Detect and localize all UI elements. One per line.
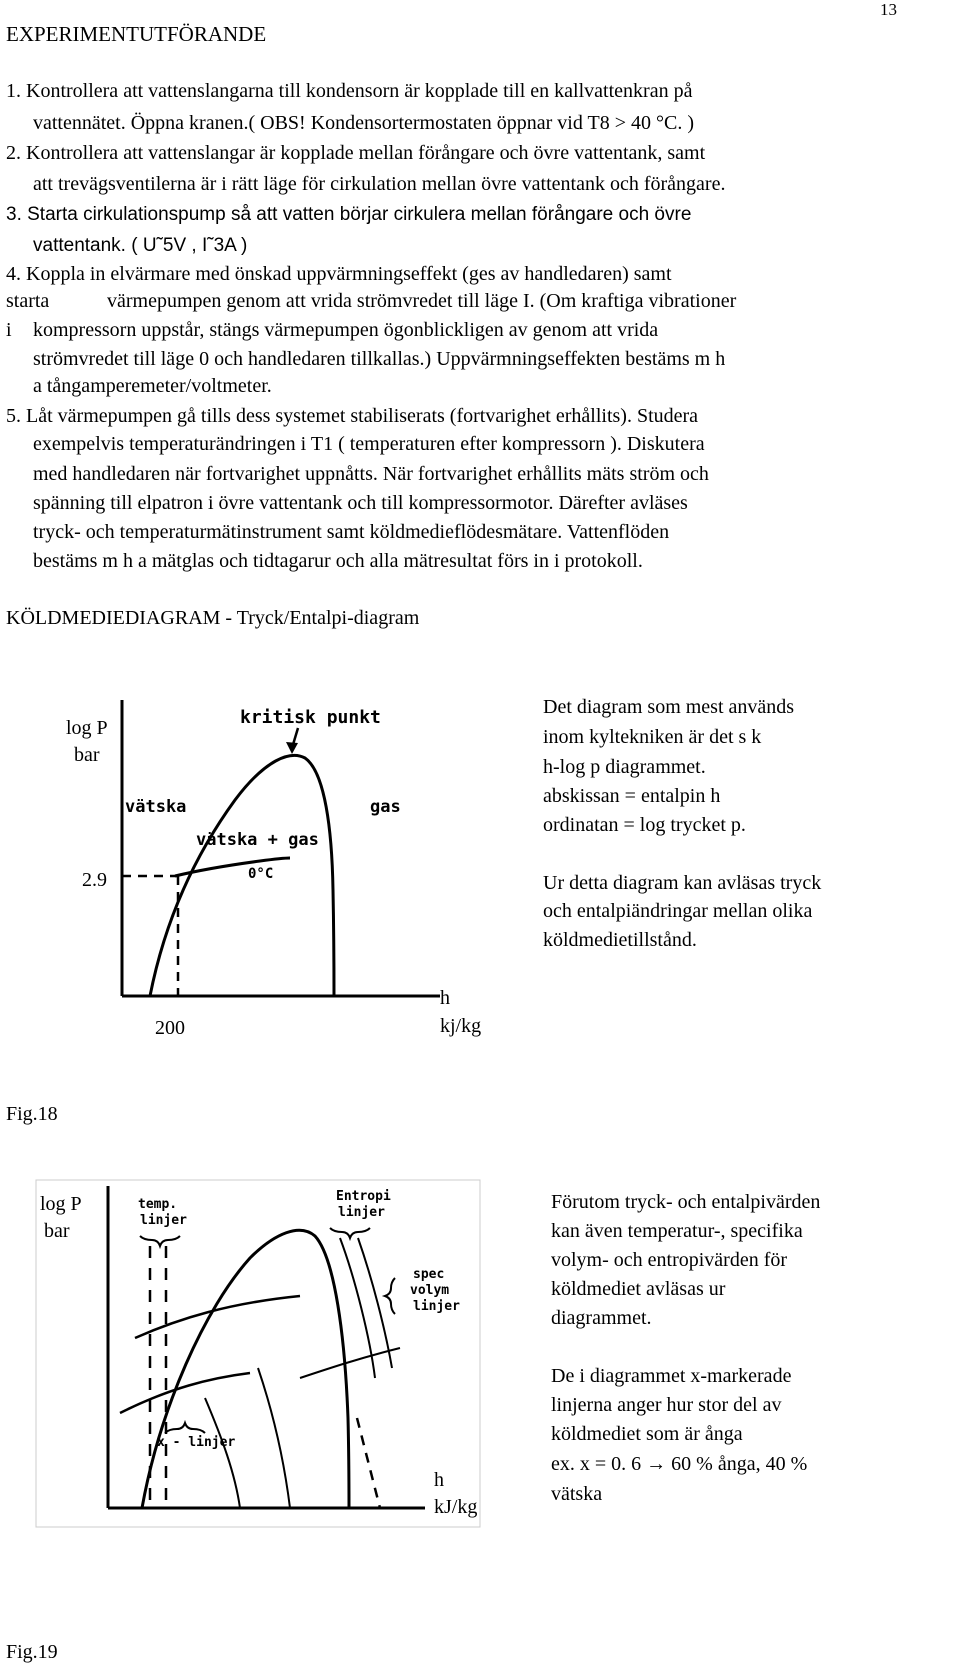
fig18-gas-label: gas — [370, 797, 401, 817]
fig18-desc-6: Ur detta diagram kan avläsas tryck — [543, 872, 822, 894]
page-number: 13 — [880, 0, 897, 19]
step-4-line-3: kompressorn uppstår, stängs värmepumpen ögonblickligen av genom att vrida — [33, 319, 659, 341]
fig19-isotherm-2 — [120, 1373, 250, 1413]
fig19-x-brace — [165, 1423, 205, 1433]
fig19-desc-10: vätska — [551, 1483, 603, 1505]
diagram-section-title: KÖLDMEDIEDIAGRAM - Tryck/Entalpi-diagram — [6, 607, 420, 629]
fig18-desc-7: och entalpiändringar mellan olika — [543, 900, 813, 922]
fig18-xlabel-2: kj/kg — [440, 1015, 482, 1037]
fig19-spec-label-2: volym — [410, 1283, 450, 1298]
step-4-line-4: strömvredet till läge 0 och handledaren tillkallas.) Uppvärmningseffekten bestäms m h — [33, 348, 726, 370]
fig19-entropy-line-2 — [358, 1238, 392, 1368]
fig19-xlabel-2: kJ/kg — [434, 1496, 478, 1518]
fig19-desc-8: köldmediet som är ånga — [551, 1423, 743, 1445]
fig19-desc-9: ex. x = 0. 6 → 60 % ånga, 40 % — [551, 1453, 808, 1475]
fig19-desc-7: linjerna anger hur stor del av — [551, 1394, 782, 1416]
fig19-entropy-label-2: linjer — [338, 1205, 385, 1220]
fig19-frame — [36, 1180, 480, 1527]
fig19-x-lines-label: x - linjer — [157, 1435, 236, 1450]
fig19-vapor-dash — [357, 1418, 380, 1508]
fig18-xlabel-1: h — [440, 987, 450, 1009]
fig19-spec-volume-line — [300, 1348, 400, 1378]
fig19-temp-label-2: linjer — [140, 1213, 187, 1228]
fig19-xlabel-1: h — [434, 1469, 444, 1491]
fig19-spec-brace — [385, 1278, 395, 1314]
step-4-line-2: värmepumpen genom att vrida strömvredet till läge I. (Om kraftiga vibrationer — [107, 290, 737, 312]
step-4-line-5: a tångamperemeter/voltmeter. — [33, 375, 272, 397]
fig19-entropy-label-1: Entropi — [336, 1189, 391, 1204]
fig18-pressure-value: 2.9 — [82, 869, 107, 891]
fig19-desc-5: diagrammet. — [551, 1307, 652, 1329]
fig18-vatska-label: vätska — [125, 797, 187, 817]
step-3-line-1: 3. Starta cirkulationspump så att vatten börjar cirkulera mellan förångare och övre — [6, 204, 692, 225]
fig18-ylabel-2: bar — [74, 744, 100, 766]
fig18-diagram — [0, 690, 520, 1010]
fig18-desc-3: h-log p diagrammet. — [543, 756, 706, 778]
section-title: EXPERIMENTUTFÖRANDE — [6, 22, 267, 46]
fig18-zero-c-label: 0°C — [248, 866, 274, 882]
fig19-caption: Fig.19 — [6, 1641, 58, 1663]
fig18-desc-1: Det diagram som mest används — [543, 696, 795, 718]
fig19-spec-label-3: linjer — [413, 1299, 460, 1314]
fig19-desc-3: volym- och entropivärden för — [551, 1249, 788, 1271]
fig19-diagram — [0, 1178, 500, 1533]
fig19-temp-brace — [140, 1236, 180, 1246]
fig19-spec-label-1: spec — [413, 1267, 445, 1282]
fig19-x-line-1 — [205, 1398, 240, 1508]
fig19-entropy-brace — [330, 1228, 370, 1238]
fig18-caption: Fig.18 — [6, 1103, 58, 1125]
fig19-desc-2: kan även temperatur-, specifika — [551, 1220, 803, 1242]
fig18-kritisk-label: kritisk punkt — [240, 707, 381, 728]
step-4-line-2-start: starta — [6, 290, 50, 312]
step-4-line-1: 4. Koppla in elvärmare med önskad uppvärmningseffekt (ges av handledaren) samt — [6, 263, 672, 285]
fig19-desc-6: De i diagrammet x-markerade — [551, 1365, 792, 1387]
step-2-line-1: 2. Kontrollera att vattenslangar är kopplade mellan förångare och övre vattentank, samt — [6, 142, 706, 164]
fig18-vatska-gas-label: vätska + gas — [196, 830, 319, 850]
fig18-desc-5: ordinatan = log trycket p. — [543, 814, 746, 836]
fig18-ylabel-1: log P — [66, 717, 108, 739]
step-3-line-2: vattentank. ( U˜5V , I˜3A ) — [33, 235, 248, 256]
fig18-desc-8: köldmedietillstånd. — [543, 929, 697, 951]
step-2-line-2: att trevägsventilerna är i rätt läge för cirkulation mellan övre vattentank och förångare. — [33, 173, 726, 195]
fig19-saturation-dome — [142, 1230, 349, 1508]
step-5-line-2: exempelvis temperaturändringen i T1 ( temperaturen efter kompressorn ). Diskutera — [33, 433, 705, 455]
fig19-ylabel-2: bar — [44, 1220, 70, 1242]
fig19-temp-label-1: temp. — [138, 1197, 178, 1212]
step-4-line-3-start: i — [6, 319, 12, 341]
fig18-desc-2: inom kyltekniken är det s k — [543, 726, 762, 748]
fig19-desc-4: köldmediet avläsas ur — [551, 1278, 726, 1300]
step-5-line-4: spänning till elpatron i övre vattentank och till kompressormotor. Därefter avläses — [33, 492, 688, 514]
step-5-line-3: med handledaren när fortvarighet uppnåtts. När fortvarighet erhållits mäts ström och — [33, 463, 709, 485]
fig18-enthalpy-value: 200 — [155, 1017, 185, 1039]
step-5-line-1: 5. Låt värmepumpen gå tills dess systemet stabiliserats (fortvarighet erhållits). Studera — [6, 405, 699, 427]
step-5-line-5: tryck- och temperaturmätinstrument samt köldmedieflödesmätare. Vattenflöden — [33, 521, 670, 543]
fig19-x-line-2 — [258, 1368, 290, 1508]
step-1-line-1: 1. Kontrollera att vattenslangarna till kondensorn är kopplade till en kallvattenkran på — [6, 80, 693, 102]
fig19-ylabel-1: log P — [40, 1193, 82, 1215]
fig18-arrowhead — [286, 742, 298, 754]
fig18-desc-4: abskissan = entalpin h — [543, 785, 721, 807]
step-1-line-2: vattennätet. Öppna kranen.( OBS! Kondensortermostaten öppnar vid T8 > 40 °C. ) — [33, 112, 694, 134]
fig19-desc-1: Förutom tryck- och entalpivärden — [551, 1191, 821, 1213]
step-5-line-6: bestäms m h a mätglas och tidtagarur och alla mätresultat förs in i protokoll. — [33, 550, 643, 572]
